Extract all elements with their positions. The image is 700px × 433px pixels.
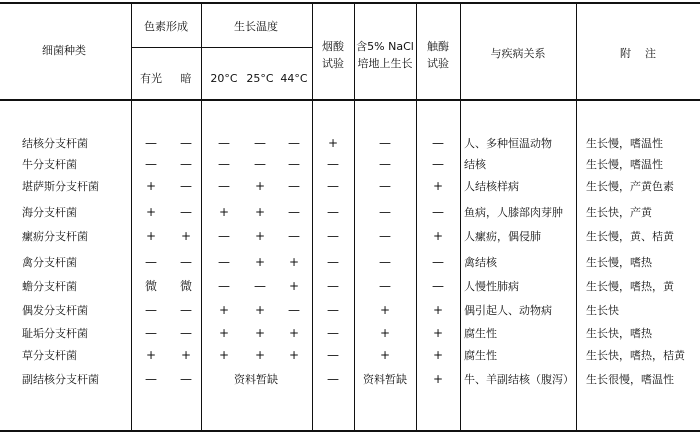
- cell-niacin: —: [327, 279, 339, 293]
- cell-catalase: +: [432, 326, 444, 340]
- cell-catalase: —: [432, 205, 444, 219]
- cell-dark: —: [180, 136, 192, 150]
- header-nacl-line2: 培地上生长: [357, 57, 413, 70]
- header-catalase-line2: 试验: [427, 57, 449, 70]
- cell-dark: —: [180, 205, 192, 219]
- cell-nacl: —: [379, 205, 391, 219]
- cell-dark: —: [180, 326, 192, 340]
- cell-disease: 人结核样病: [464, 180, 519, 193]
- cell-light: +: [145, 205, 157, 219]
- cell-temp-25: +: [254, 229, 266, 243]
- cell-temp-20: +: [218, 303, 230, 317]
- cell-temp-44: —: [288, 157, 300, 171]
- cell-light: +: [145, 179, 157, 193]
- cell-temp-20: —: [218, 279, 230, 293]
- cell-temp-merged: 资料暂缺: [234, 373, 278, 386]
- header-bacteria-type: 细菌种类: [42, 44, 86, 57]
- cell-disease: 结核: [464, 158, 486, 171]
- cell-catalase: —: [432, 157, 444, 171]
- cell-temp-20: —: [218, 136, 230, 150]
- cell-catalase: —: [432, 255, 444, 269]
- cell-nacl: +: [379, 348, 391, 362]
- cell-temp-20: +: [218, 348, 230, 362]
- cell-light: 微: [144, 279, 158, 293]
- cell-temp-44: +: [288, 348, 300, 362]
- header-light: 有光: [140, 72, 162, 85]
- header-notes: 附 注: [620, 47, 656, 60]
- cell-nacl: —: [379, 157, 391, 171]
- cell-notes: 生长慢，嗜温性: [586, 158, 663, 171]
- cell-niacin: —: [327, 255, 339, 269]
- cell-disease: 禽结核: [464, 256, 497, 269]
- cell-temp-44: —: [288, 303, 300, 317]
- cell-bacteria-name: 瘰疬分支杆菌: [22, 230, 88, 243]
- cell-temp-20: —: [218, 255, 230, 269]
- cell-temp-25: +: [254, 255, 266, 269]
- cell-bacteria-name: 禽分支杆菌: [22, 256, 77, 269]
- cell-niacin: —: [327, 157, 339, 171]
- cell-notes: 生长慢，嗜热，黄: [586, 280, 674, 293]
- header-temp-20: 20°C: [210, 72, 238, 85]
- cell-temp-25: +: [254, 179, 266, 193]
- cell-niacin: —: [327, 372, 339, 386]
- header-nacl-line1: 含5% NaCl: [356, 40, 414, 53]
- header-dark: 暗: [180, 72, 192, 85]
- header-niacin-line1: 烟酸: [322, 40, 344, 53]
- header-pigment: 色素形成: [144, 20, 188, 33]
- cell-light: —: [145, 136, 157, 150]
- header-growth-temp: 生长温度: [234, 20, 278, 33]
- cell-temp-20: —: [218, 179, 230, 193]
- cell-niacin: +: [327, 136, 339, 150]
- cell-catalase: +: [432, 229, 444, 243]
- cell-nacl: —: [379, 179, 391, 193]
- cell-disease: 牛、羊副结核（腹泻）: [464, 373, 574, 386]
- cell-disease: 人瘰疬，偶侵肺: [464, 230, 541, 243]
- header-temp-44: 44°C: [280, 72, 308, 85]
- cell-dark: +: [180, 348, 192, 362]
- cell-light: —: [145, 255, 157, 269]
- header-niacin-line2: 试验: [322, 57, 344, 70]
- cell-disease: 人慢性肺病: [464, 280, 519, 293]
- cell-nacl: +: [379, 303, 391, 317]
- cell-nacl: —: [379, 136, 391, 150]
- cell-notes: 生长快: [586, 304, 619, 317]
- cell-temp-25: —: [254, 157, 266, 171]
- cell-dark: —: [180, 179, 192, 193]
- cell-disease: 人、多种恒温动物: [464, 137, 552, 150]
- cell-light: +: [145, 229, 157, 243]
- cell-nacl: +: [379, 326, 391, 340]
- cell-notes: 生长快，嗜热，桔黄: [586, 349, 685, 362]
- cell-notes: 生长慢，嗜温性: [586, 137, 663, 150]
- cell-temp-25: —: [254, 279, 266, 293]
- cell-light: —: [145, 157, 157, 171]
- header-disease: 与疾病关系: [490, 47, 546, 60]
- cell-dark: —: [180, 303, 192, 317]
- cell-bacteria-name: 偶发分支杆菌: [22, 304, 88, 317]
- cell-catalase: +: [432, 303, 444, 317]
- cell-temp-20: +: [218, 205, 230, 219]
- cell-temp-25: —: [254, 136, 266, 150]
- cell-bacteria-name: 草分支杆菌: [22, 349, 77, 362]
- cell-catalase: —: [432, 136, 444, 150]
- cell-dark: 微: [179, 279, 193, 293]
- cell-temp-25: +: [254, 205, 266, 219]
- cell-niacin: —: [327, 348, 339, 362]
- cell-bacteria-name: 结核分支杆菌: [22, 137, 88, 150]
- cell-notes: 生长慢，嗜热: [586, 256, 652, 269]
- cell-nacl: —: [379, 279, 391, 293]
- cell-temp-20: —: [218, 229, 230, 243]
- table-bottom-rule: [0, 430, 700, 432]
- cell-disease: 腐生性: [464, 349, 497, 362]
- cell-niacin: —: [327, 205, 339, 219]
- col-rule: [460, 2, 461, 430]
- header-catalase-line1: 触酶: [427, 40, 449, 53]
- cell-catalase: +: [432, 179, 444, 193]
- cell-catalase: +: [432, 348, 444, 362]
- table-top-rule: [0, 2, 700, 4]
- cell-bacteria-name: 耻垢分支杆菌: [22, 327, 88, 340]
- cell-dark: —: [180, 255, 192, 269]
- cell-light: —: [145, 372, 157, 386]
- cell-temp-44: —: [288, 205, 300, 219]
- cell-temp-20: +: [218, 326, 230, 340]
- cell-notes: 生长慢，产黄色素: [586, 180, 674, 193]
- cell-catalase: +: [432, 372, 444, 386]
- cell-nacl: —: [379, 229, 391, 243]
- cell-niacin: —: [327, 179, 339, 193]
- cell-nacl: 资料暂缺: [363, 373, 407, 386]
- cell-notes: 生长快，嗜热: [586, 327, 652, 340]
- col-rule: [354, 2, 355, 430]
- cell-light: +: [145, 348, 157, 362]
- cell-temp-20: —: [218, 157, 230, 171]
- cell-temp-44: —: [288, 229, 300, 243]
- header-temp-25: 25°C: [246, 72, 274, 85]
- cell-temp-44: +: [288, 255, 300, 269]
- cell-light: —: [145, 326, 157, 340]
- cell-temp-44: —: [288, 179, 300, 193]
- col-rule: [312, 2, 313, 430]
- col-rule: [416, 2, 417, 430]
- cell-disease: 鱼病，人膝部肉芽肿: [464, 206, 563, 219]
- cell-temp-25: +: [254, 348, 266, 362]
- col-rule: [131, 2, 132, 430]
- cell-niacin: —: [327, 229, 339, 243]
- cell-temp-25: +: [254, 303, 266, 317]
- cell-bacteria-name: 蟾分支杆菌: [22, 280, 77, 293]
- cell-bacteria-name: 牛分支杆菌: [22, 158, 77, 171]
- cell-dark: —: [180, 157, 192, 171]
- cell-notes: 生长快，产黄: [586, 206, 652, 219]
- cell-temp-44: +: [288, 279, 300, 293]
- col-rule: [201, 2, 202, 430]
- col-rule: [576, 2, 577, 430]
- cell-bacteria-name: 副结核分支杆菌: [22, 373, 99, 386]
- cell-disease: 偶引起人、动物病: [464, 304, 552, 317]
- cell-notes: 生长慢，黄、桔黄: [586, 230, 674, 243]
- cell-temp-25: +: [254, 326, 266, 340]
- cell-dark: —: [180, 372, 192, 386]
- cell-niacin: —: [327, 326, 339, 340]
- subheader-rule: [131, 47, 312, 48]
- cell-niacin: —: [327, 303, 339, 317]
- cell-dark: +: [180, 229, 192, 243]
- cell-disease: 腐生性: [464, 327, 497, 340]
- cell-bacteria-name: 堪萨斯分支杆菌: [22, 180, 99, 193]
- cell-bacteria-name: 海分支杆菌: [22, 206, 77, 219]
- cell-nacl: —: [379, 255, 391, 269]
- cell-temp-44: +: [288, 326, 300, 340]
- cell-temp-44: —: [288, 136, 300, 150]
- cell-light: —: [145, 303, 157, 317]
- cell-catalase: —: [432, 279, 444, 293]
- header-bottom-rule: [0, 99, 700, 101]
- cell-notes: 生长很慢，嗜温性: [586, 373, 674, 386]
